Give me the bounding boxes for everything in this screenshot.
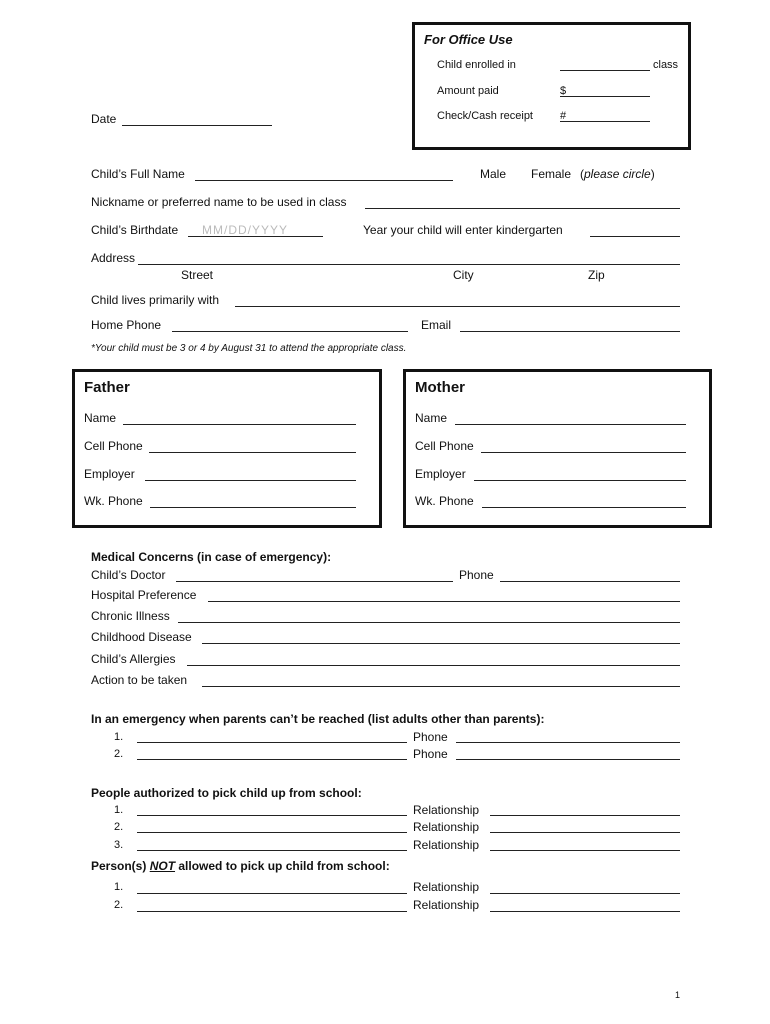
not-allowed-number-2: 2. <box>114 899 124 911</box>
check-prefix: # <box>560 110 567 122</box>
date-field[interactable] <box>122 125 272 126</box>
emergency-phone-label-1: Phone <box>413 730 448 744</box>
pickup-name-2[interactable] <box>137 832 407 833</box>
father-wk-field[interactable] <box>150 507 356 508</box>
emergency-name-2[interactable] <box>137 759 407 760</box>
pickup-relationship-label-3: Relationship <box>413 838 480 852</box>
amount-prefix: $ <box>560 85 567 97</box>
address-label: Address <box>91 251 136 265</box>
action-label: Action to be taken <box>91 673 188 687</box>
female-option[interactable]: Female <box>531 167 572 181</box>
pickup-name-1[interactable] <box>137 815 407 816</box>
address-field[interactable] <box>138 264 680 265</box>
not-allowed-title-pre: Person(s) <box>91 859 150 873</box>
office-use-title: For Office Use <box>424 32 513 47</box>
father-employer-label: Employer <box>84 467 135 481</box>
mother-title: Mother <box>415 379 465 396</box>
pickup-relationship-2[interactable] <box>490 832 680 833</box>
home-phone-label: Home Phone <box>91 318 162 332</box>
allergies-field[interactable] <box>187 665 680 666</box>
pickup-number-2: 2. <box>114 821 124 833</box>
nickname-label: Nickname or preferred name to be used in class <box>91 195 347 209</box>
hospital-label: Hospital Preference <box>91 588 197 602</box>
not-allowed-number-1: 1. <box>114 881 124 893</box>
emergency-number-1: 1. <box>114 731 124 743</box>
pickup-relationship-label-1: Relationship <box>413 803 480 817</box>
mother-name-field[interactable] <box>455 424 686 425</box>
mother-employer-field[interactable] <box>474 480 686 481</box>
father-cell-label: Cell Phone <box>84 439 143 453</box>
amount-field[interactable] <box>560 96 650 97</box>
mother-name-label: Name <box>415 411 448 425</box>
kindergarten-label: Year your child will enter kindergarten <box>363 223 563 237</box>
pickup-number-1: 1. <box>114 804 124 816</box>
pickup-relationship-3[interactable] <box>490 850 680 851</box>
doctor-phone-label: Phone <box>459 568 494 582</box>
not-allowed-title-not: NOT <box>149 859 176 873</box>
disease-field[interactable] <box>202 643 680 644</box>
emergency-number-2: 2. <box>114 748 124 760</box>
not-allowed-name-2[interactable] <box>137 911 407 912</box>
hospital-field[interactable] <box>208 601 680 602</box>
enrolled-field[interactable] <box>560 70 650 71</box>
not-allowed-relationship-label-1: Relationship <box>413 880 480 894</box>
pickup-name-3[interactable] <box>137 850 407 851</box>
street-caption: Street <box>181 268 214 282</box>
father-name-label: Name <box>84 411 117 425</box>
pickup-relationship-1[interactable] <box>490 815 680 816</box>
zip-caption: Zip <box>588 268 605 282</box>
emergency-name-1[interactable] <box>137 742 407 743</box>
not-allowed-title <box>91 859 390 873</box>
city-caption: City <box>453 268 474 282</box>
page-number: 1 <box>675 990 681 1000</box>
nickname-field[interactable] <box>365 208 680 209</box>
please-circle-text: please circle <box>584 167 651 181</box>
father-wk-label: Wk. Phone <box>84 494 143 508</box>
disease-label: Childhood Disease <box>91 630 192 644</box>
allergies-label: Child’s Allergies <box>91 652 176 666</box>
enrolled-label: Child enrolled in <box>437 59 516 71</box>
mother-employer-label: Employer <box>415 467 466 481</box>
email-field[interactable] <box>460 331 680 332</box>
lives-with-field[interactable] <box>235 306 680 307</box>
emergency-phone-1[interactable] <box>456 742 680 743</box>
lives-with-label: Child lives primarily with <box>91 293 220 307</box>
emergency-phone-2[interactable] <box>456 759 680 760</box>
mother-cell-label: Cell Phone <box>415 439 474 453</box>
medical-title: Medical Concerns (in case of emergency): <box>91 550 332 564</box>
check-label: Check/Cash receipt <box>437 110 533 122</box>
father-title: Father <box>84 379 130 396</box>
birthdate-placeholder: MM/DD/YYYY <box>202 223 289 237</box>
amount-label: Amount paid <box>437 85 499 97</box>
father-employer-field[interactable] <box>145 480 356 481</box>
not-allowed-name-1[interactable] <box>137 893 407 894</box>
father-name-field[interactable] <box>123 424 356 425</box>
emergency-phone-label-2: Phone <box>413 747 448 761</box>
doctor-field[interactable] <box>176 581 453 582</box>
full-name-label: Child’s Full Name <box>91 167 185 181</box>
check-field[interactable] <box>560 121 650 122</box>
home-phone-field[interactable] <box>172 331 408 332</box>
father-cell-field[interactable] <box>149 452 356 453</box>
enrolled-suffix: class <box>653 59 679 71</box>
doctor-phone-field[interactable] <box>500 581 680 582</box>
emergency-title: In an emergency when parents can’t be reached (list adults other than parents): <box>91 712 545 726</box>
date-label: Date <box>91 112 117 126</box>
action-field[interactable] <box>202 686 680 687</box>
pickup-number-3: 3. <box>114 839 124 851</box>
full-name-field[interactable] <box>195 180 453 181</box>
not-allowed-relationship-2[interactable] <box>490 911 680 912</box>
doctor-label: Child’s Doctor <box>91 568 166 582</box>
pickup-relationship-label-2: Relationship <box>413 820 480 834</box>
age-note: *Your child must be 3 or 4 by August 31 to attend the appropriate class. <box>91 343 407 354</box>
male-option[interactable]: Male <box>480 167 507 181</box>
not-allowed-relationship-label-2: Relationship <box>413 898 480 912</box>
not-allowed-relationship-1[interactable] <box>490 893 680 894</box>
mother-wk-label: Wk. Phone <box>415 494 474 508</box>
birthdate-label: Child’s Birthdate <box>91 223 179 237</box>
chronic-label: Chronic Illness <box>91 609 170 623</box>
pickup-title: People authorized to pick child up from school: <box>91 786 362 800</box>
kindergarten-field[interactable] <box>590 236 680 237</box>
mother-cell-field[interactable] <box>481 452 686 453</box>
please-circle-note: (please circle) <box>580 167 655 181</box>
not-allowed-title-post: allowed to pick up child from school: <box>175 859 390 873</box>
email-label: Email <box>421 318 452 332</box>
chronic-field[interactable] <box>178 622 680 623</box>
mother-wk-field[interactable] <box>482 507 686 508</box>
